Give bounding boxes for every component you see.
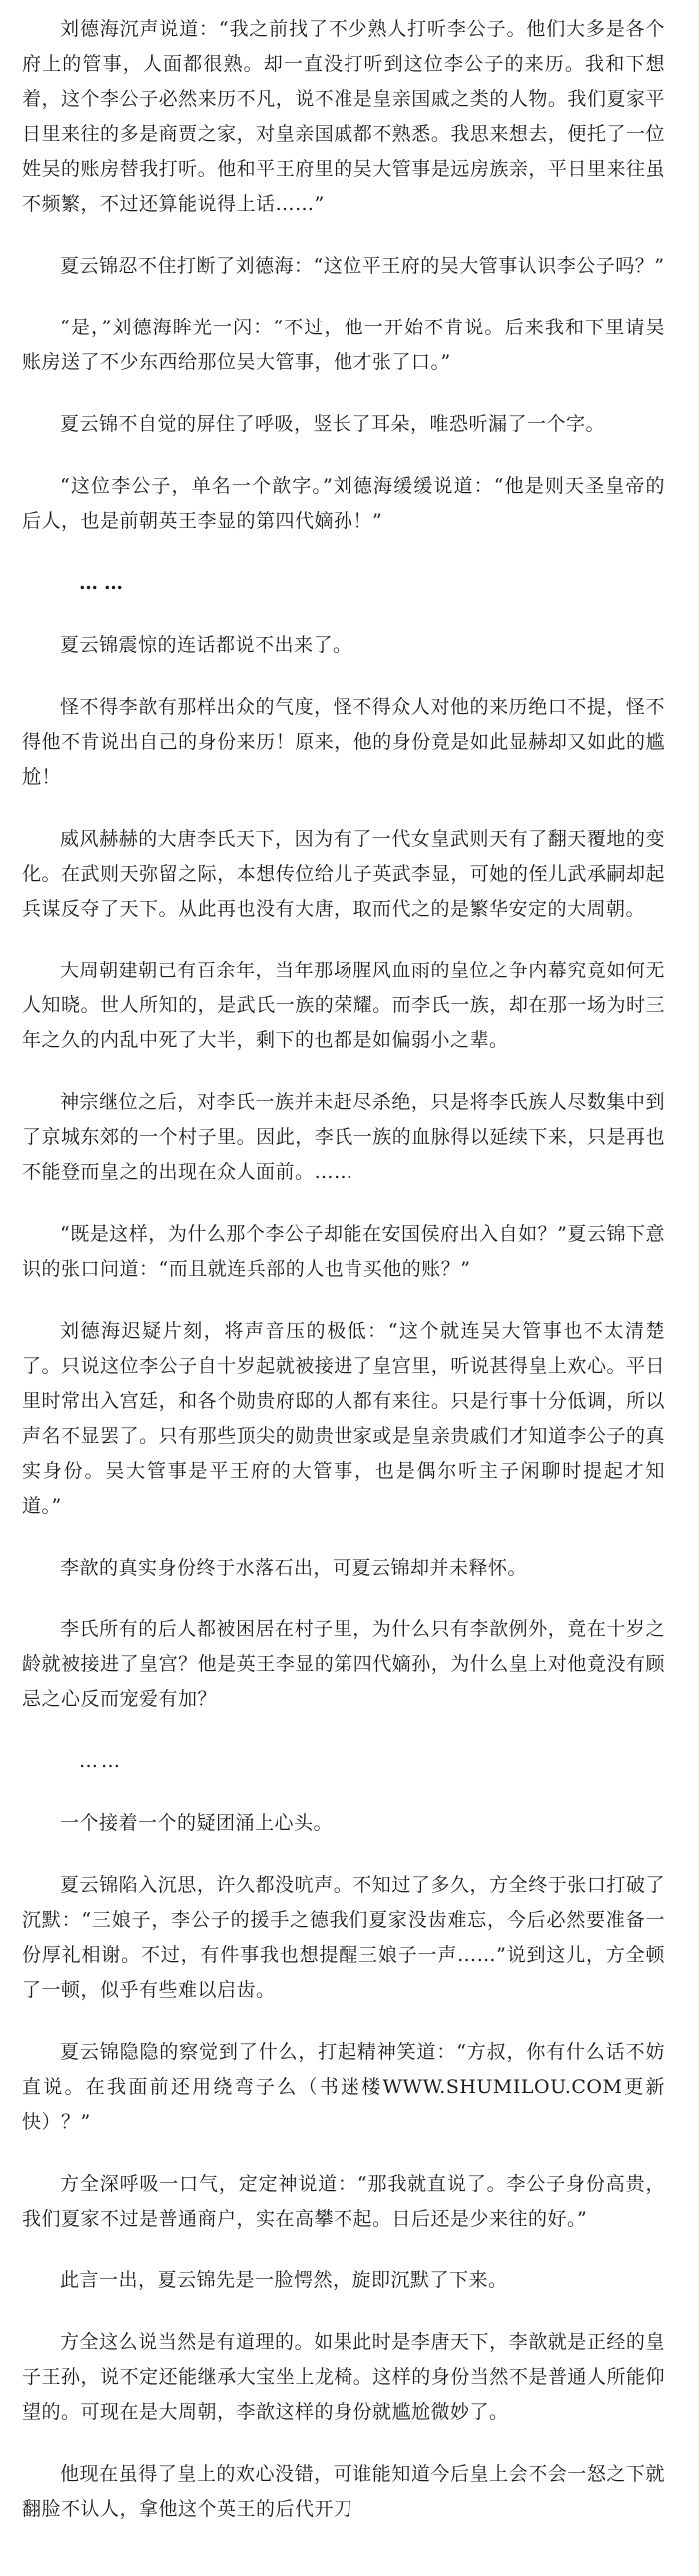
paragraph: 威风赫赫的大唐李氏天下，因为有了一代女皇武则天有了翻天覆地的变化。在武则天弥留之际，本想传位给儿子英武李显，可她的侄儿武承嗣却起兵谋反夺了天下。从此再也没有大唐，取而代之的是繁华安定的大周朝。 [22, 828, 665, 920]
paragraph: 刘德海沉声说道：“我之前找了不少熟人打听李公子。他们大多是各个府上的管事，人面都很熟。却一直没打听到这位李公子的来历。我和下想着，这个李公子必然来历不凡，说不准是皇亲国戚之类的人物。我们夏家平日里来往的多是商贾之家，对皇亲国戚都不熟悉。我思来想去，便托了一位姓吴的账房替我打听。他和平王府里的吴大管事是远房族亲，平日里来往虽不频繁，不过还算能说得上话……” [22, 18, 665, 215]
paragraph: 方全深呼吸一口气，定定神说道：“那我就直说了。李公子身份高贵，我们夏家不过是普通商户，实在高攀不起。日后还是少来往的好。” [22, 2173, 665, 2230]
paragraph: 夏云锦忍不住打断了刘德海：“这位平王府的吴大管事认识李公子吗？” [60, 255, 665, 277]
paragraph: “这位李公子，单名一个歆字。”刘德海缓缓说道：“他是则天圣皇帝的后人，也是前朝英王李显的第四代嫡孙！” [22, 475, 665, 532]
paragraph: 一个接着一个的疑团涌上心头。 [60, 1812, 334, 1834]
paragraph: “既是这样，为什么那个李公子却能在安国侯府出入自如？”夏云锦下意识的张口问道：“而且就连兵部的人也肯买他的账？” [22, 1223, 665, 1280]
paragraph: 夏云锦陷入沉思，许久都没吭声。不知过了多久，方全终于张口打破了沉默：“三娘子，李公子的援手之德我们夏家没齿难忘，今后必然要准备一份厚礼相谢。不过，有件事我也想提醒三娘子一声……”说到这儿，方全顿了一顿，似乎有些难以启齿。 [22, 1874, 665, 2001]
paragraph: 刘德海迟疑片刻，将声音压的极低：“这个就连吴大管事也不太清楚了。只说这位李公子自十岁起就被接进了皇宫里，听说甚得皇上欢心。平日里时常出入宫廷，和各个勋贵府邸的人都有来往。只是行事十分低调，所以声名不显罢了。只有那些顶尖的勋贵世家或是皇亲贵戚们才知道李公子的真实身份。吴大管事是平王府的大管事，也是偶尔听主子闲聊时提起才知道。” [22, 1320, 665, 1517]
paragraph: 大周朝建朝已有百余年，当年那场腥风血雨的皇位之争内幕究竟如何无人知晓。世人所知的，是武氏一族的荣耀。而李氏一族，却在那一场为时三年之久的内乱中死了大半，剩下的也都是如偏弱小之辈。 [22, 960, 665, 1051]
paragraph: 此言一出，夏云锦先是一脸愕然，旋即沉默了下来。 [60, 2269, 508, 2291]
paragraph: 方全这么说当然是有道理的。如果此时是李唐天下，李歆就是正经的皇子王孙，说不定还能继承大宝坐上龙椅。这样的身份当然不是普通人所能仰望的。可现在是大周朝，李歆这样的身份就尴尬微妙了。 [22, 2331, 665, 2423]
paragraph: 夏云锦震惊的连话都说不出来了。 [60, 634, 352, 656]
paragraph: 夏云锦隐隐的察觉到了什么，打起精神笑道：“方叔，你有什么话不妨直说。在我面前还用绕弯子么（书迷楼WWW.SHUMILOU.COM更新快）？” [22, 2041, 665, 2133]
paragraph: 神宗继位之后，对李氏一族并未赶尽杀绝，只是将李氏族人尽数集中到了京城东郊的一个村子里。因此，李氏一族的血脉得以延续下来，只是再也不能登而皇之的出现在众人面前。…… [22, 1091, 665, 1183]
paragraph: 怪不得李歆有那样出众的气度，怪不得众人对他的来历绝口不提，怪不得他不肯说出自己的身份来历！原来，他的身份竟是如此显赫却又如此的尴尬！ [22, 696, 665, 788]
ellipsis-separator: …… [79, 1750, 123, 1772]
paragraph: 李歆的真实身份终于水落石出，可夏云锦却并未释怀。 [60, 1557, 528, 1579]
paragraph: 他现在虽得了皇上的欢心没错，可谁能知道今后皇上会不会一怒之下就翻脸不认人，拿他这个英王的后代开刀 [22, 2463, 665, 2520]
paragraph: “是，”刘德海眸光一闪：“不过，他一开始不肯说。后来我和下里请吴账房送了不少东西给那位吴大管事，他才张了口。” [22, 317, 665, 373]
ellipsis-separator: …… [79, 572, 129, 594]
paragraph: 李氏所有的后人都被困居在村子里，为什么只有李歆例外，竟在十岁之龄就被接进了皇宫？他是英王李显的第四代嫡孙，为什么皇上对他竟没有顾忌之心反而宠爱有加？ [22, 1618, 665, 1710]
paragraph: 夏云锦不自觉的屏住了呼吸，竖长了耳朵，唯恐听漏了一个字。 [60, 413, 606, 435]
